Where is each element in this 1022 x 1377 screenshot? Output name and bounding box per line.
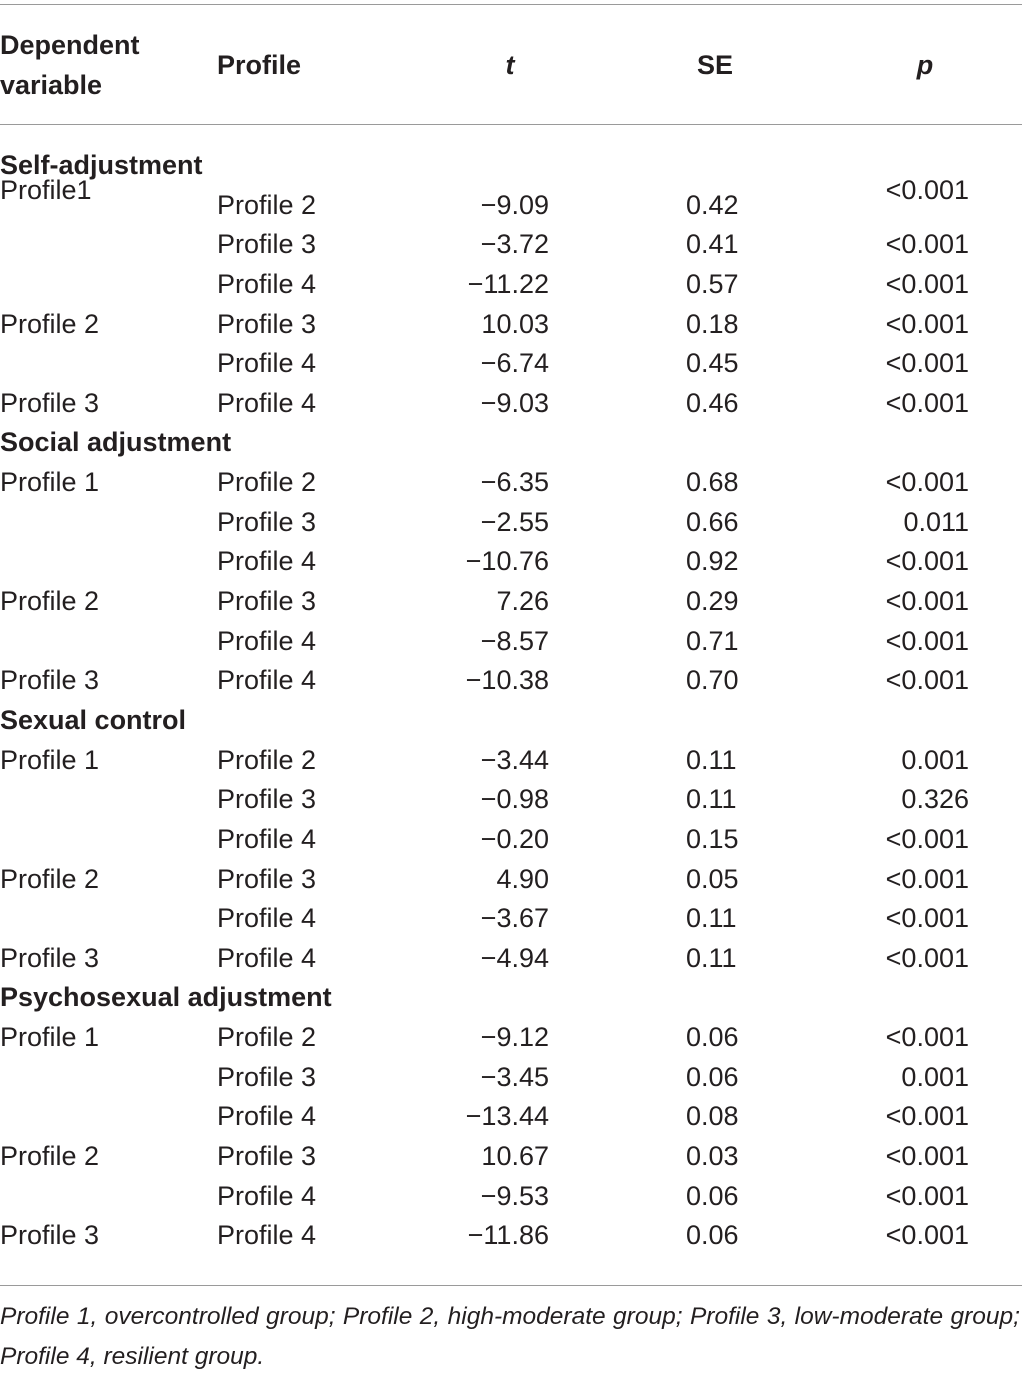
cell-p: <0.001	[885, 942, 969, 973]
cell-se: 0.18	[686, 308, 739, 339]
cell-t: −13.44	[465, 1101, 549, 1132]
cell-t: 7.26	[496, 586, 549, 617]
cell-se: 0.06	[686, 1061, 739, 1092]
table-row	[0, 542, 1022, 582]
table-row	[0, 622, 1022, 662]
table-row	[0, 463, 1022, 503]
section-row	[0, 701, 1022, 741]
cell-dependent-variable: Profile 2	[0, 586, 100, 617]
cell-se: 0.11	[686, 903, 737, 934]
header-se: SE	[696, 50, 734, 80]
table-footnote: Profile 1, overcontrolled group; Profile 2, high-moderate group; Profile 3, low-moderate group; Profile 4, resilient group.	[0, 1303, 1020, 1370]
cell-profile: Profile 3	[217, 229, 317, 260]
cell-p: <0.001	[885, 467, 969, 498]
table-row	[0, 503, 1022, 543]
cell-t: −0.98	[480, 784, 549, 815]
table-row	[0, 939, 1022, 979]
cell-profile: Profile 3	[217, 1061, 317, 1092]
cell-dependent-variable: Profile 3	[0, 665, 100, 696]
cell-p: <0.001	[885, 174, 969, 205]
cell-profile: Profile 4	[217, 1180, 317, 1211]
cell-se: 0.66	[686, 506, 739, 537]
cell-t: −6.74	[480, 348, 549, 379]
cell-dependent-variable: Profile1	[0, 174, 92, 205]
cell-p: <0.001	[885, 665, 969, 696]
cell-t: −3.67	[480, 903, 549, 934]
table-row	[0, 899, 1022, 939]
cell-profile: Profile 3	[217, 784, 317, 815]
table-row	[0, 820, 1022, 860]
cell-se: 0.05	[686, 863, 739, 894]
cell-p: 0.326	[901, 784, 969, 815]
table-row	[0, 1018, 1022, 1058]
table-row	[0, 582, 1022, 622]
section-title: Social adjustment	[0, 427, 232, 458]
cell-profile: Profile 4	[217, 942, 317, 973]
cell-se: 0.42	[686, 189, 739, 220]
cell-p: <0.001	[885, 1220, 969, 1251]
cell-p: <0.001	[885, 387, 969, 418]
header-t: t	[505, 50, 515, 80]
cell-se: 0.06	[686, 1022, 739, 1053]
cell-t: −9.12	[480, 1022, 549, 1053]
cell-se: 0.08	[686, 1101, 739, 1132]
cell-profile: Profile 2	[217, 1022, 317, 1053]
cell-dependent-variable: Profile 3	[0, 942, 100, 973]
cell-profile: Profile 3	[217, 1141, 317, 1172]
cell-t: 10.67	[481, 1141, 549, 1172]
cell-profile: Profile 2	[217, 189, 317, 220]
cell-p: <0.001	[885, 229, 969, 260]
cell-profile: Profile 4	[217, 546, 317, 577]
cell-dependent-variable: Profile 3	[0, 387, 100, 418]
cell-se: 0.11	[686, 744, 737, 775]
cell-profile: Profile 4	[217, 387, 317, 418]
cell-profile: Profile 4	[217, 665, 317, 696]
table-row	[0, 384, 1022, 424]
cell-profile: Profile 4	[217, 625, 317, 656]
cell-p: <0.001	[885, 1141, 969, 1172]
table-row	[0, 305, 1022, 345]
cell-profile: Profile 4	[217, 1101, 317, 1132]
cell-p: <0.001	[885, 1101, 969, 1132]
cell-t: −6.35	[480, 467, 549, 498]
cell-p: <0.001	[885, 268, 969, 299]
cell-se: 0.57	[686, 268, 739, 299]
cell-p: <0.001	[885, 308, 969, 339]
table-top-rule	[0, 4, 1022, 5]
cell-t: −0.20	[480, 823, 549, 854]
cell-t: −10.38	[465, 665, 549, 696]
cell-t: −3.72	[480, 229, 549, 260]
cell-profile: Profile 3	[217, 506, 317, 537]
table-row	[0, 174, 1022, 226]
cell-t: −3.44	[480, 744, 549, 775]
cell-profile: Profile 4	[217, 823, 317, 854]
cell-t: −11.86	[467, 1220, 549, 1251]
table-row	[0, 1137, 1022, 1177]
cell-se: 0.70	[686, 665, 739, 696]
cell-se: 0.11	[686, 784, 737, 815]
cell-se: 0.71	[686, 625, 739, 656]
cell-profile: Profile 3	[217, 308, 317, 339]
cell-profile: Profile 4	[217, 348, 317, 379]
cell-t: −11.22	[467, 268, 549, 299]
cell-t: −9.03	[480, 387, 549, 418]
table-header-rule	[0, 124, 1022, 125]
table-row	[0, 265, 1022, 305]
cell-t: −3.45	[480, 1061, 549, 1092]
header-dependent-variable: Dependent variable	[0, 30, 140, 100]
cell-p: <0.001	[885, 903, 969, 934]
cell-t: −9.09	[480, 189, 549, 220]
cell-p: <0.001	[885, 823, 969, 854]
cell-profile: Profile 4	[217, 1220, 317, 1251]
cell-p: <0.001	[885, 1180, 969, 1211]
cell-t: −2.55	[480, 506, 549, 537]
cell-p: 0.001	[901, 1061, 969, 1092]
cell-dependent-variable: Profile 3	[0, 1220, 100, 1251]
cell-p: <0.001	[885, 348, 969, 379]
cell-se: 0.92	[686, 546, 739, 577]
table-row	[0, 741, 1022, 781]
section-title: Sexual control	[0, 704, 187, 735]
section-title: Self-adjustment	[0, 150, 203, 180]
section-row	[0, 146, 1022, 186]
cell-se: 0.41	[686, 229, 739, 260]
cell-dependent-variable: Profile 2	[0, 1141, 100, 1172]
cell-se: 0.29	[686, 586, 739, 617]
cell-profile: Profile 4	[217, 268, 317, 299]
cell-profile: Profile 3	[217, 863, 317, 894]
table-row	[0, 1097, 1022, 1137]
table-body	[0, 146, 1022, 1256]
cell-p: <0.001	[885, 546, 969, 577]
cell-p: 0.011	[903, 506, 969, 537]
cell-profile: Profile 2	[217, 467, 317, 498]
cell-se: 0.11	[686, 942, 737, 973]
table-row	[0, 1177, 1022, 1217]
cell-p: <0.001	[885, 1022, 969, 1053]
table-row	[0, 1058, 1022, 1098]
table-bottom-rule	[0, 1285, 1022, 1286]
table-row	[0, 661, 1022, 701]
cell-t: −9.53	[480, 1180, 549, 1211]
cell-se: 0.06	[686, 1180, 739, 1211]
table-row	[0, 344, 1022, 384]
cell-p: <0.001	[885, 586, 969, 617]
cell-dependent-variable: Profile 1	[0, 744, 100, 775]
table-row	[0, 780, 1022, 820]
cell-se: 0.15	[686, 823, 739, 854]
cell-dependent-variable: Profile 1	[0, 467, 100, 498]
header-profile: Profile	[217, 50, 302, 80]
cell-t: −8.57	[480, 625, 549, 656]
section-row	[0, 978, 1022, 1018]
table-row	[0, 860, 1022, 900]
section-row	[0, 423, 1022, 463]
cell-dependent-variable: Profile 2	[0, 863, 100, 894]
cell-t: −10.76	[465, 546, 549, 577]
section-title: Psychosexual adjustment	[0, 982, 332, 1013]
cell-se: 0.06	[686, 1220, 739, 1251]
cell-p: <0.001	[885, 863, 969, 894]
table-row	[0, 225, 1022, 265]
cell-t: 10.03	[481, 308, 549, 339]
cell-se: 0.03	[686, 1141, 739, 1172]
cell-dependent-variable: Profile 2	[0, 308, 100, 339]
table-row	[0, 1216, 1022, 1256]
cell-p: <0.001	[885, 625, 969, 656]
cell-se: 0.68	[686, 467, 739, 498]
cell-se: 0.46	[686, 387, 739, 418]
header-p: p	[916, 50, 934, 80]
cell-profile: Profile 4	[217, 903, 317, 934]
cell-t: −4.94	[480, 942, 549, 973]
cell-profile: Profile 2	[217, 744, 317, 775]
cell-p: 0.001	[901, 744, 969, 775]
cell-se: 0.45	[686, 348, 739, 379]
cell-profile: Profile 3	[217, 586, 317, 617]
cell-dependent-variable: Profile 1	[0, 1022, 100, 1053]
cell-t: 4.90	[496, 863, 549, 894]
